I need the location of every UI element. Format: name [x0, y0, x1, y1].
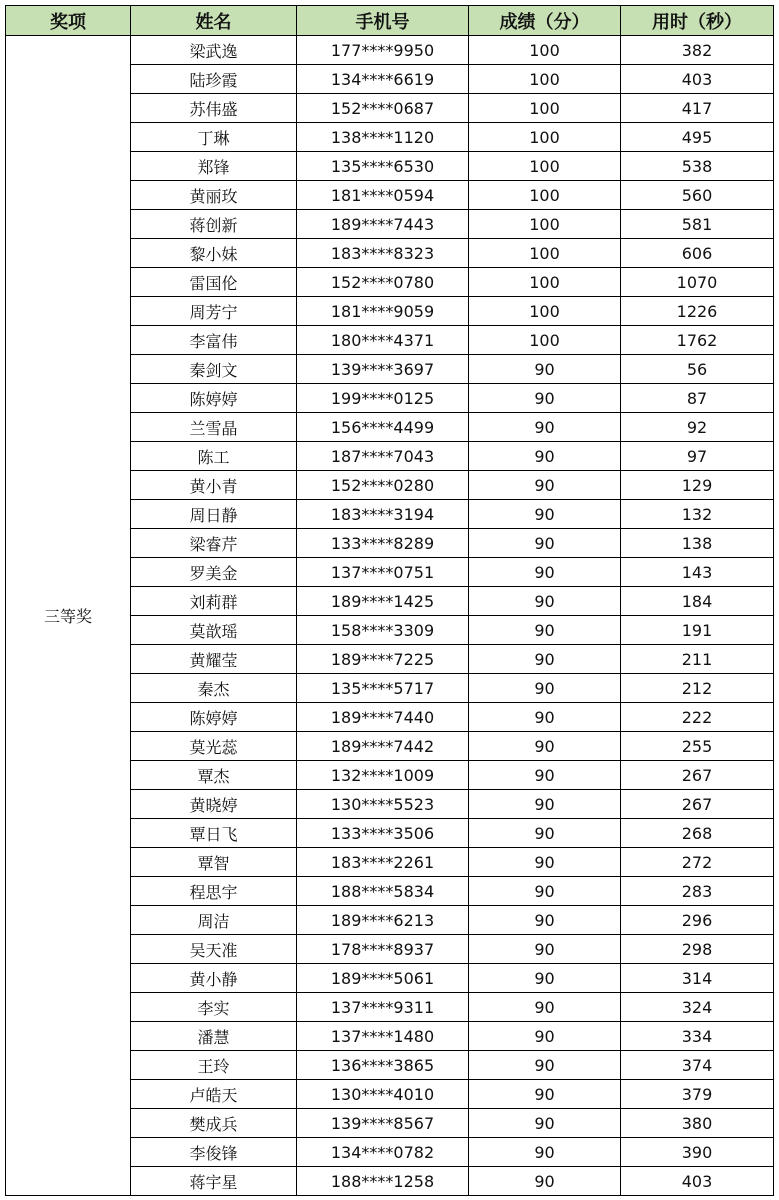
- phone-cell: 133****3506: [297, 819, 469, 848]
- name-cell: 梁武逸: [131, 36, 297, 65]
- name-cell: 覃杰: [131, 761, 297, 790]
- name-cell: 郑锋: [131, 152, 297, 181]
- time-cell: 97: [621, 442, 774, 471]
- phone-cell: 138****1120: [297, 123, 469, 152]
- name-cell: 程思宇: [131, 877, 297, 906]
- score-cell: 90: [469, 906, 621, 935]
- score-cell: 100: [469, 94, 621, 123]
- time-cell: 324: [621, 993, 774, 1022]
- name-cell: 李实: [131, 993, 297, 1022]
- time-cell: 390: [621, 1138, 774, 1167]
- score-cell: 90: [469, 500, 621, 529]
- phone-cell: 189****5061: [297, 964, 469, 993]
- time-cell: 314: [621, 964, 774, 993]
- phone-cell: 134****0782: [297, 1138, 469, 1167]
- name-cell: 陈婷婷: [131, 703, 297, 732]
- phone-cell: 130****4010: [297, 1080, 469, 1109]
- score-cell: 100: [469, 268, 621, 297]
- header-time: 用时（秒）: [621, 6, 774, 36]
- time-cell: 129: [621, 471, 774, 500]
- score-cell: 90: [469, 1051, 621, 1080]
- phone-cell: 136****3865: [297, 1051, 469, 1080]
- phone-cell: 152****0687: [297, 94, 469, 123]
- name-cell: 黄小静: [131, 964, 297, 993]
- score-cell: 90: [469, 732, 621, 761]
- score-cell: 90: [469, 471, 621, 500]
- phone-cell: 189****7443: [297, 210, 469, 239]
- time-cell: 495: [621, 123, 774, 152]
- time-cell: 272: [621, 848, 774, 877]
- time-cell: 268: [621, 819, 774, 848]
- time-cell: 403: [621, 1167, 774, 1196]
- score-cell: 90: [469, 587, 621, 616]
- time-cell: 382: [621, 36, 774, 65]
- score-cell: 90: [469, 703, 621, 732]
- time-cell: 255: [621, 732, 774, 761]
- table-header: [6, 6, 774, 36]
- score-cell: 90: [469, 877, 621, 906]
- score-cell: 100: [469, 210, 621, 239]
- name-cell: 陆珍霞: [131, 65, 297, 94]
- time-cell: 560: [621, 181, 774, 210]
- score-cell: 90: [469, 442, 621, 471]
- name-cell: 黄晓婷: [131, 790, 297, 819]
- score-cell: 90: [469, 790, 621, 819]
- phone-cell: 181****9059: [297, 297, 469, 326]
- results-sheet: [5, 5, 773, 1196]
- score-cell: 90: [469, 384, 621, 413]
- score-cell: 90: [469, 1138, 621, 1167]
- name-cell: 陈工: [131, 442, 297, 471]
- time-cell: 1070: [621, 268, 774, 297]
- name-cell: 覃智: [131, 848, 297, 877]
- score-cell: 90: [469, 355, 621, 384]
- header-score: 成绩（分）: [469, 6, 621, 36]
- name-cell: 蒋宇星: [131, 1167, 297, 1196]
- name-cell: 丁琳: [131, 123, 297, 152]
- name-cell: 周洁: [131, 906, 297, 935]
- score-cell: 100: [469, 65, 621, 94]
- score-cell: 90: [469, 935, 621, 964]
- phone-cell: 189****7225: [297, 645, 469, 674]
- name-cell: 黄小青: [131, 471, 297, 500]
- score-cell: 90: [469, 993, 621, 1022]
- phone-cell: 158****3309: [297, 616, 469, 645]
- phone-cell: 189****6213: [297, 906, 469, 935]
- header-name: 姓名: [131, 6, 297, 36]
- phone-cell: 139****8567: [297, 1109, 469, 1138]
- phone-cell: 135****5717: [297, 674, 469, 703]
- name-cell: 陈婷婷: [131, 384, 297, 413]
- name-cell: 王玲: [131, 1051, 297, 1080]
- time-cell: 212: [621, 674, 774, 703]
- name-cell: 秦剑文: [131, 355, 297, 384]
- phone-cell: 139****3697: [297, 355, 469, 384]
- name-cell: 李富伟: [131, 326, 297, 355]
- score-cell: 90: [469, 558, 621, 587]
- name-cell: 卢皓天: [131, 1080, 297, 1109]
- time-cell: 267: [621, 790, 774, 819]
- time-cell: 606: [621, 239, 774, 268]
- score-cell: 90: [469, 848, 621, 877]
- phone-cell: 152****0280: [297, 471, 469, 500]
- phone-cell: 132****1009: [297, 761, 469, 790]
- time-cell: 267: [621, 761, 774, 790]
- name-cell: 莫光蕊: [131, 732, 297, 761]
- score-cell: 100: [469, 297, 621, 326]
- phone-cell: 180****4371: [297, 326, 469, 355]
- score-cell: 100: [469, 123, 621, 152]
- time-cell: 222: [621, 703, 774, 732]
- name-cell: 秦杰: [131, 674, 297, 703]
- phone-cell: 137****1480: [297, 1022, 469, 1051]
- phone-cell: 187****7043: [297, 442, 469, 471]
- score-cell: 100: [469, 152, 621, 181]
- score-cell: 90: [469, 1109, 621, 1138]
- phone-cell: 199****0125: [297, 384, 469, 413]
- score-cell: 100: [469, 326, 621, 355]
- time-cell: 1226: [621, 297, 774, 326]
- name-cell: 罗美金: [131, 558, 297, 587]
- phone-cell: 137****0751: [297, 558, 469, 587]
- score-cell: 90: [469, 413, 621, 442]
- time-cell: 581: [621, 210, 774, 239]
- time-cell: 417: [621, 94, 774, 123]
- score-cell: 90: [469, 645, 621, 674]
- results-table: [5, 5, 774, 1196]
- time-cell: 87: [621, 384, 774, 413]
- score-cell: 90: [469, 819, 621, 848]
- score-cell: 100: [469, 239, 621, 268]
- phone-cell: 189****1425: [297, 587, 469, 616]
- phone-cell: 183****3194: [297, 500, 469, 529]
- phone-cell: 178****8937: [297, 935, 469, 964]
- score-cell: 90: [469, 761, 621, 790]
- time-cell: 379: [621, 1080, 774, 1109]
- time-cell: 143: [621, 558, 774, 587]
- table-body: [6, 36, 774, 1196]
- name-cell: 莫歆瑶: [131, 616, 297, 645]
- name-cell: 覃日飞: [131, 819, 297, 848]
- header-phone: 手机号: [297, 6, 469, 36]
- table-row: [6, 36, 774, 65]
- time-cell: 138: [621, 529, 774, 558]
- name-cell: 樊成兵: [131, 1109, 297, 1138]
- name-cell: 兰雪晶: [131, 413, 297, 442]
- score-cell: 90: [469, 1080, 621, 1109]
- name-cell: 吴天准: [131, 935, 297, 964]
- name-cell: 黎小妹: [131, 239, 297, 268]
- name-cell: 雷国伦: [131, 268, 297, 297]
- phone-cell: 188****5834: [297, 877, 469, 906]
- name-cell: 梁睿芹: [131, 529, 297, 558]
- time-cell: 184: [621, 587, 774, 616]
- header-award: 奖项: [6, 6, 131, 36]
- header-row: [6, 6, 774, 36]
- score-cell: 90: [469, 964, 621, 993]
- phone-cell: 188****1258: [297, 1167, 469, 1196]
- time-cell: 334: [621, 1022, 774, 1051]
- phone-cell: 133****8289: [297, 529, 469, 558]
- phone-cell: 183****8323: [297, 239, 469, 268]
- time-cell: 380: [621, 1109, 774, 1138]
- score-cell: 90: [469, 529, 621, 558]
- time-cell: 296: [621, 906, 774, 935]
- time-cell: 298: [621, 935, 774, 964]
- name-cell: 周芳宁: [131, 297, 297, 326]
- phone-cell: 134****6619: [297, 65, 469, 94]
- time-cell: 1762: [621, 326, 774, 355]
- time-cell: 132: [621, 500, 774, 529]
- score-cell: 90: [469, 1167, 621, 1196]
- phone-cell: 189****7442: [297, 732, 469, 761]
- time-cell: 211: [621, 645, 774, 674]
- phone-cell: 156****4499: [297, 413, 469, 442]
- score-cell: 100: [469, 36, 621, 65]
- name-cell: 黄耀莹: [131, 645, 297, 674]
- score-cell: 100: [469, 181, 621, 210]
- phone-cell: 183****2261: [297, 848, 469, 877]
- score-cell: 90: [469, 1022, 621, 1051]
- phone-cell: 181****0594: [297, 181, 469, 210]
- time-cell: 92: [621, 413, 774, 442]
- name-cell: 李俊锋: [131, 1138, 297, 1167]
- name-cell: 周日静: [131, 500, 297, 529]
- name-cell: 潘慧: [131, 1022, 297, 1051]
- time-cell: 191: [621, 616, 774, 645]
- time-cell: 403: [621, 65, 774, 94]
- award-cell: 三等奖: [6, 36, 131, 1196]
- time-cell: 56: [621, 355, 774, 384]
- score-cell: 90: [469, 674, 621, 703]
- time-cell: 538: [621, 152, 774, 181]
- name-cell: 蒋创新: [131, 210, 297, 239]
- phone-cell: 152****0780: [297, 268, 469, 297]
- time-cell: 283: [621, 877, 774, 906]
- name-cell: 苏伟盛: [131, 94, 297, 123]
- phone-cell: 189****7440: [297, 703, 469, 732]
- phone-cell: 177****9950: [297, 36, 469, 65]
- score-cell: 90: [469, 616, 621, 645]
- time-cell: 374: [621, 1051, 774, 1080]
- name-cell: 刘莉群: [131, 587, 297, 616]
- phone-cell: 130****5523: [297, 790, 469, 819]
- phone-cell: 135****6530: [297, 152, 469, 181]
- name-cell: 黄丽玫: [131, 181, 297, 210]
- phone-cell: 137****9311: [297, 993, 469, 1022]
